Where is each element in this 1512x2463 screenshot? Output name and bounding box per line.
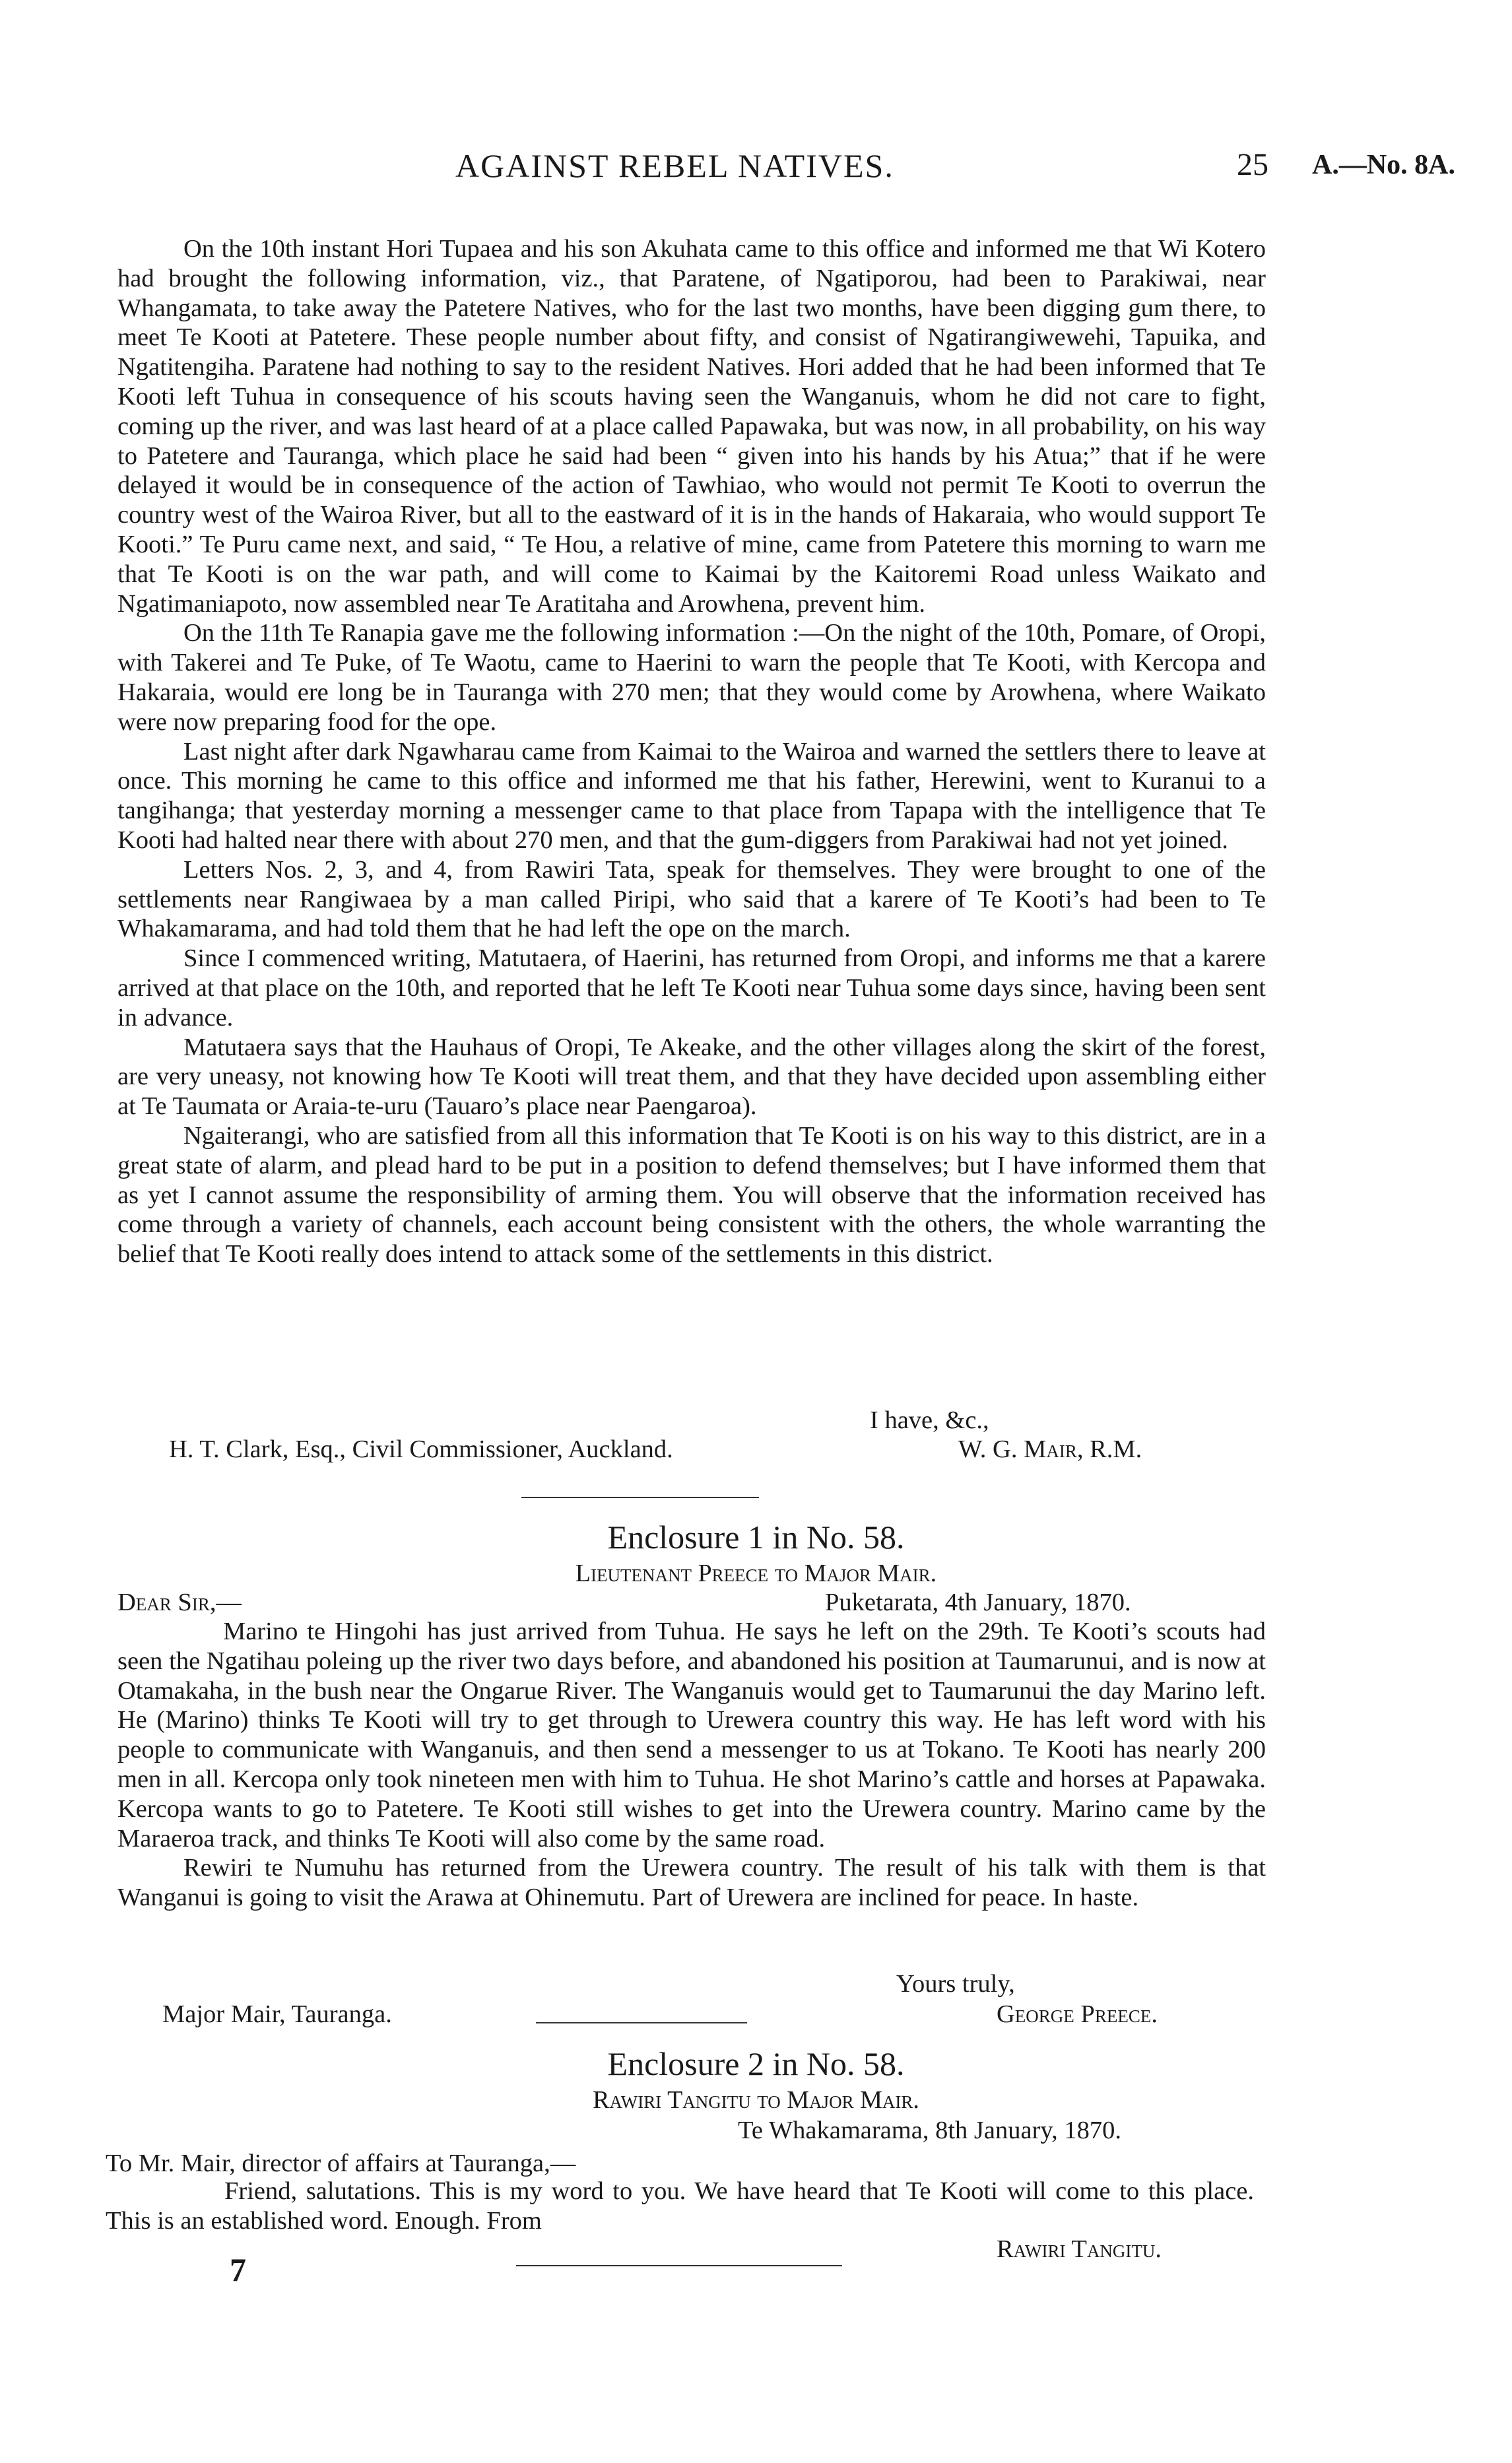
enclosure-1-body — [117, 1617, 1266, 1913]
enclosure-1-addressee: Major Mair, Tauranga. — [162, 2000, 392, 2028]
paragraph: Since I commenced writing, Matutaera, of Haerini, has returned from Oropi, and informs me that a karere arrived at that place on the 10th, and reported that he left Te Kooti near Tuhua some days since, having been sent in advance. — [117, 944, 1266, 1032]
enclosure-2-subtitle: Rawiri Tangitu to Major Mair. — [593, 2086, 919, 2114]
paragraph: Marino te Hingohi has just arrived from Tuhua. He says he left on the 29th. Te Kooti’s scouts had seen the Ngatihau poleing up the river two days before, and abandoned his position at Taumarunui, and is now at Otamakaha, in the bush near the Ongarue River. The Wanganuis would get to Taumarunui the day Marino left. He (Marino) thinks Te Kooti will try to get through to Urewera country this way. He has left word with his people to communicate with Wanganuis, and then send a messenger to us at Tokano. Te Kooti has nearly 200 men in all. Kercopa only took nineteen men with him to Tuhua. He shot Marino’s cattle and horses at Papawaka. Kercopa wants to go to Patetere. Te Kooti still wishes to get into the Urewera country. Marino came by the Maraeroa track, and thinks Te Kooti will also come by the same road. — [117, 1618, 1266, 1853]
letter-body — [117, 234, 1266, 1269]
running-header — [0, 147, 1512, 193]
folio-signature-mark: 7 — [230, 2251, 246, 2288]
enclosure-1-salutation: Dear Sir,— — [117, 1589, 242, 1616]
paragraph: Matutaera says that the Hauhaus of Oropi, Te Akeake, and the other villages along the skirt of the forest, are very uneasy, not knowing how Te Kooti will treat them, and that they have decided upon assembling either at Te Taumata or Araia-te-uru (Tauaro’s place near Paengaroa). — [117, 1033, 1266, 1121]
enclosure-1-place-date: Puketarata, 4th January, 1870. — [825, 1589, 1131, 1616]
enclosure-1-subtitle: Lieutenant Preece to Major Mair. — [575, 1560, 937, 1587]
enclosure-1-title: Enclosure 1 in No. 58. — [607, 1519, 905, 1556]
enclosure-1-signature: George Preece. — [997, 2000, 1158, 2028]
enclosure-2-place-date: Te Whakamarama, 8th January, 1870. — [738, 2117, 1122, 2144]
enclosure-1-closing: Yours truly, — [896, 1970, 1015, 1998]
enclosure-2-signature: Rawiri Tangitu. — [997, 2235, 1162, 2263]
paragraph: Letters Nos. 2, 3, and 4, from Rawiri Tata, speak for themselves. They were brought to one of the settlements near Rangiwaea by a man called Piripi, who said that a karere of Te Kooti’s had been to Te Whakamarama, and had told them that he had left the ope on the march. — [117, 855, 1266, 943]
letter-signature: W. G. Mair, R.M. — [958, 1435, 1142, 1463]
section-divider — [536, 2022, 747, 2023]
paragraph: Ngaiterangi, who are satisfied from all this information that Te Kooti is on his way to this district, are in a great state of alarm, and plead hard to be put in a position to defend themselves; but I have informed them that as yet I cannot assume the responsibility of arming them. You will observe that the information received has come through a variety of channels, each account being consistent with the others, the whole warranting the belief that Te Kooti really does intend to attack some of the settlements in this district. — [117, 1121, 1266, 1268]
section-divider — [516, 2265, 842, 2266]
section-divider — [521, 1497, 759, 1498]
paragraph: On the 11th Te Ranapia gave me the following information :—On the night of the 10th, Pomare, of Oropi, with Takerei and Te Puke, of Te Waotu, came to Haerini to warn the people that Te Kooti, with Kercopa and Hakaraia, would ere long be in Tauranga with 270 men; that they would come by Arowhena, where Waikato were now preparing food for the ope. — [117, 619, 1266, 736]
enclosure-2-body — [106, 2177, 1254, 2236]
paragraph: Rewiri te Numuhu has returned from the Urewera country. The result of his talk with them is that Wanganui is going to visit the Arawa at Ohinemutu. Part of Urewera are inclined for peace. In haste. — [117, 1854, 1266, 1912]
running-title: AGAINST REBEL NATIVES. — [455, 147, 894, 184]
enclosure-2-salutation: To Mr. Mair, director of affairs at Tauranga,— — [106, 2150, 576, 2177]
paper-reference: A.—No. 8A. — [1312, 150, 1455, 180]
enclosure-2-title: Enclosure 2 in No. 58. — [607, 2045, 905, 2082]
page-number: 25 — [1237, 147, 1268, 182]
letter-closing: I have, &c., — [870, 1406, 989, 1434]
letter-addressee: H. T. Clark, Esq., Civil Commissioner, Auckland. — [169, 1435, 673, 1463]
paragraph: Last night after dark Ngawharau came from Kaimai to the Wairoa and warned the settlers there to leave at once. This morning he came to this office and informed me that his father, Herewini, went to Kuranui to a tangihanga; that yesterday morning a messenger came to that place from Tapapa with the intelligence that Te Kooti had halted near there with about 270 men, and that the gum-diggers from Parakiwai had not yet joined. — [117, 737, 1266, 854]
paragraph: Friend, salutations. This is my word to you. We have heard that Te Kooti will come to this place. This is an established word. Enough. From — [106, 2177, 1254, 2235]
paragraph: On the 10th instant Hori Tupaea and his son Akuhata came to this office and informed me that Wi Kotero had brought the following information, viz., that Paratene, of Ngatiporou, had been to Parakiwai, near Whangamata, to take away the Patetere Natives, who for the last two months, have been digging gum there, to meet Te Kooti at Patetere. These people number about fifty, and consist of Ngatirangiwewehi, Tapuika, and Ngatitengiha. Paratene had nothing to say to the resident Natives. Hori added that he had been informed that Te Kooti left Tuhua in consequence of his scouts having seen the Wanganuis, whom he did not care to fight, coming up the river, and was last heard of at a place called Papawaka, but was now, in all probability, on his way to Patetere and Tauranga, which place he said had been “ given into his hands by his Atua;” that if he were delayed it would be in consequence of the action of Tawhiao, who would not permit Te Kooti to overrun the country west of the Wairoa River, but all to the eastward of it is in the hands of Hakaraia, who would support Te Kooti.” Te Puru came next, and said, “ Te Hou, a relative of mine, came from Patetere this morning to warn me that Te Kooti is on the war path, and will come to Kaimai by the Kaitoremi Road unless Waikato and Ngatimaniapoto, now assembled near Te Aratitaha and Arowhena, prevent him. — [117, 235, 1266, 618]
